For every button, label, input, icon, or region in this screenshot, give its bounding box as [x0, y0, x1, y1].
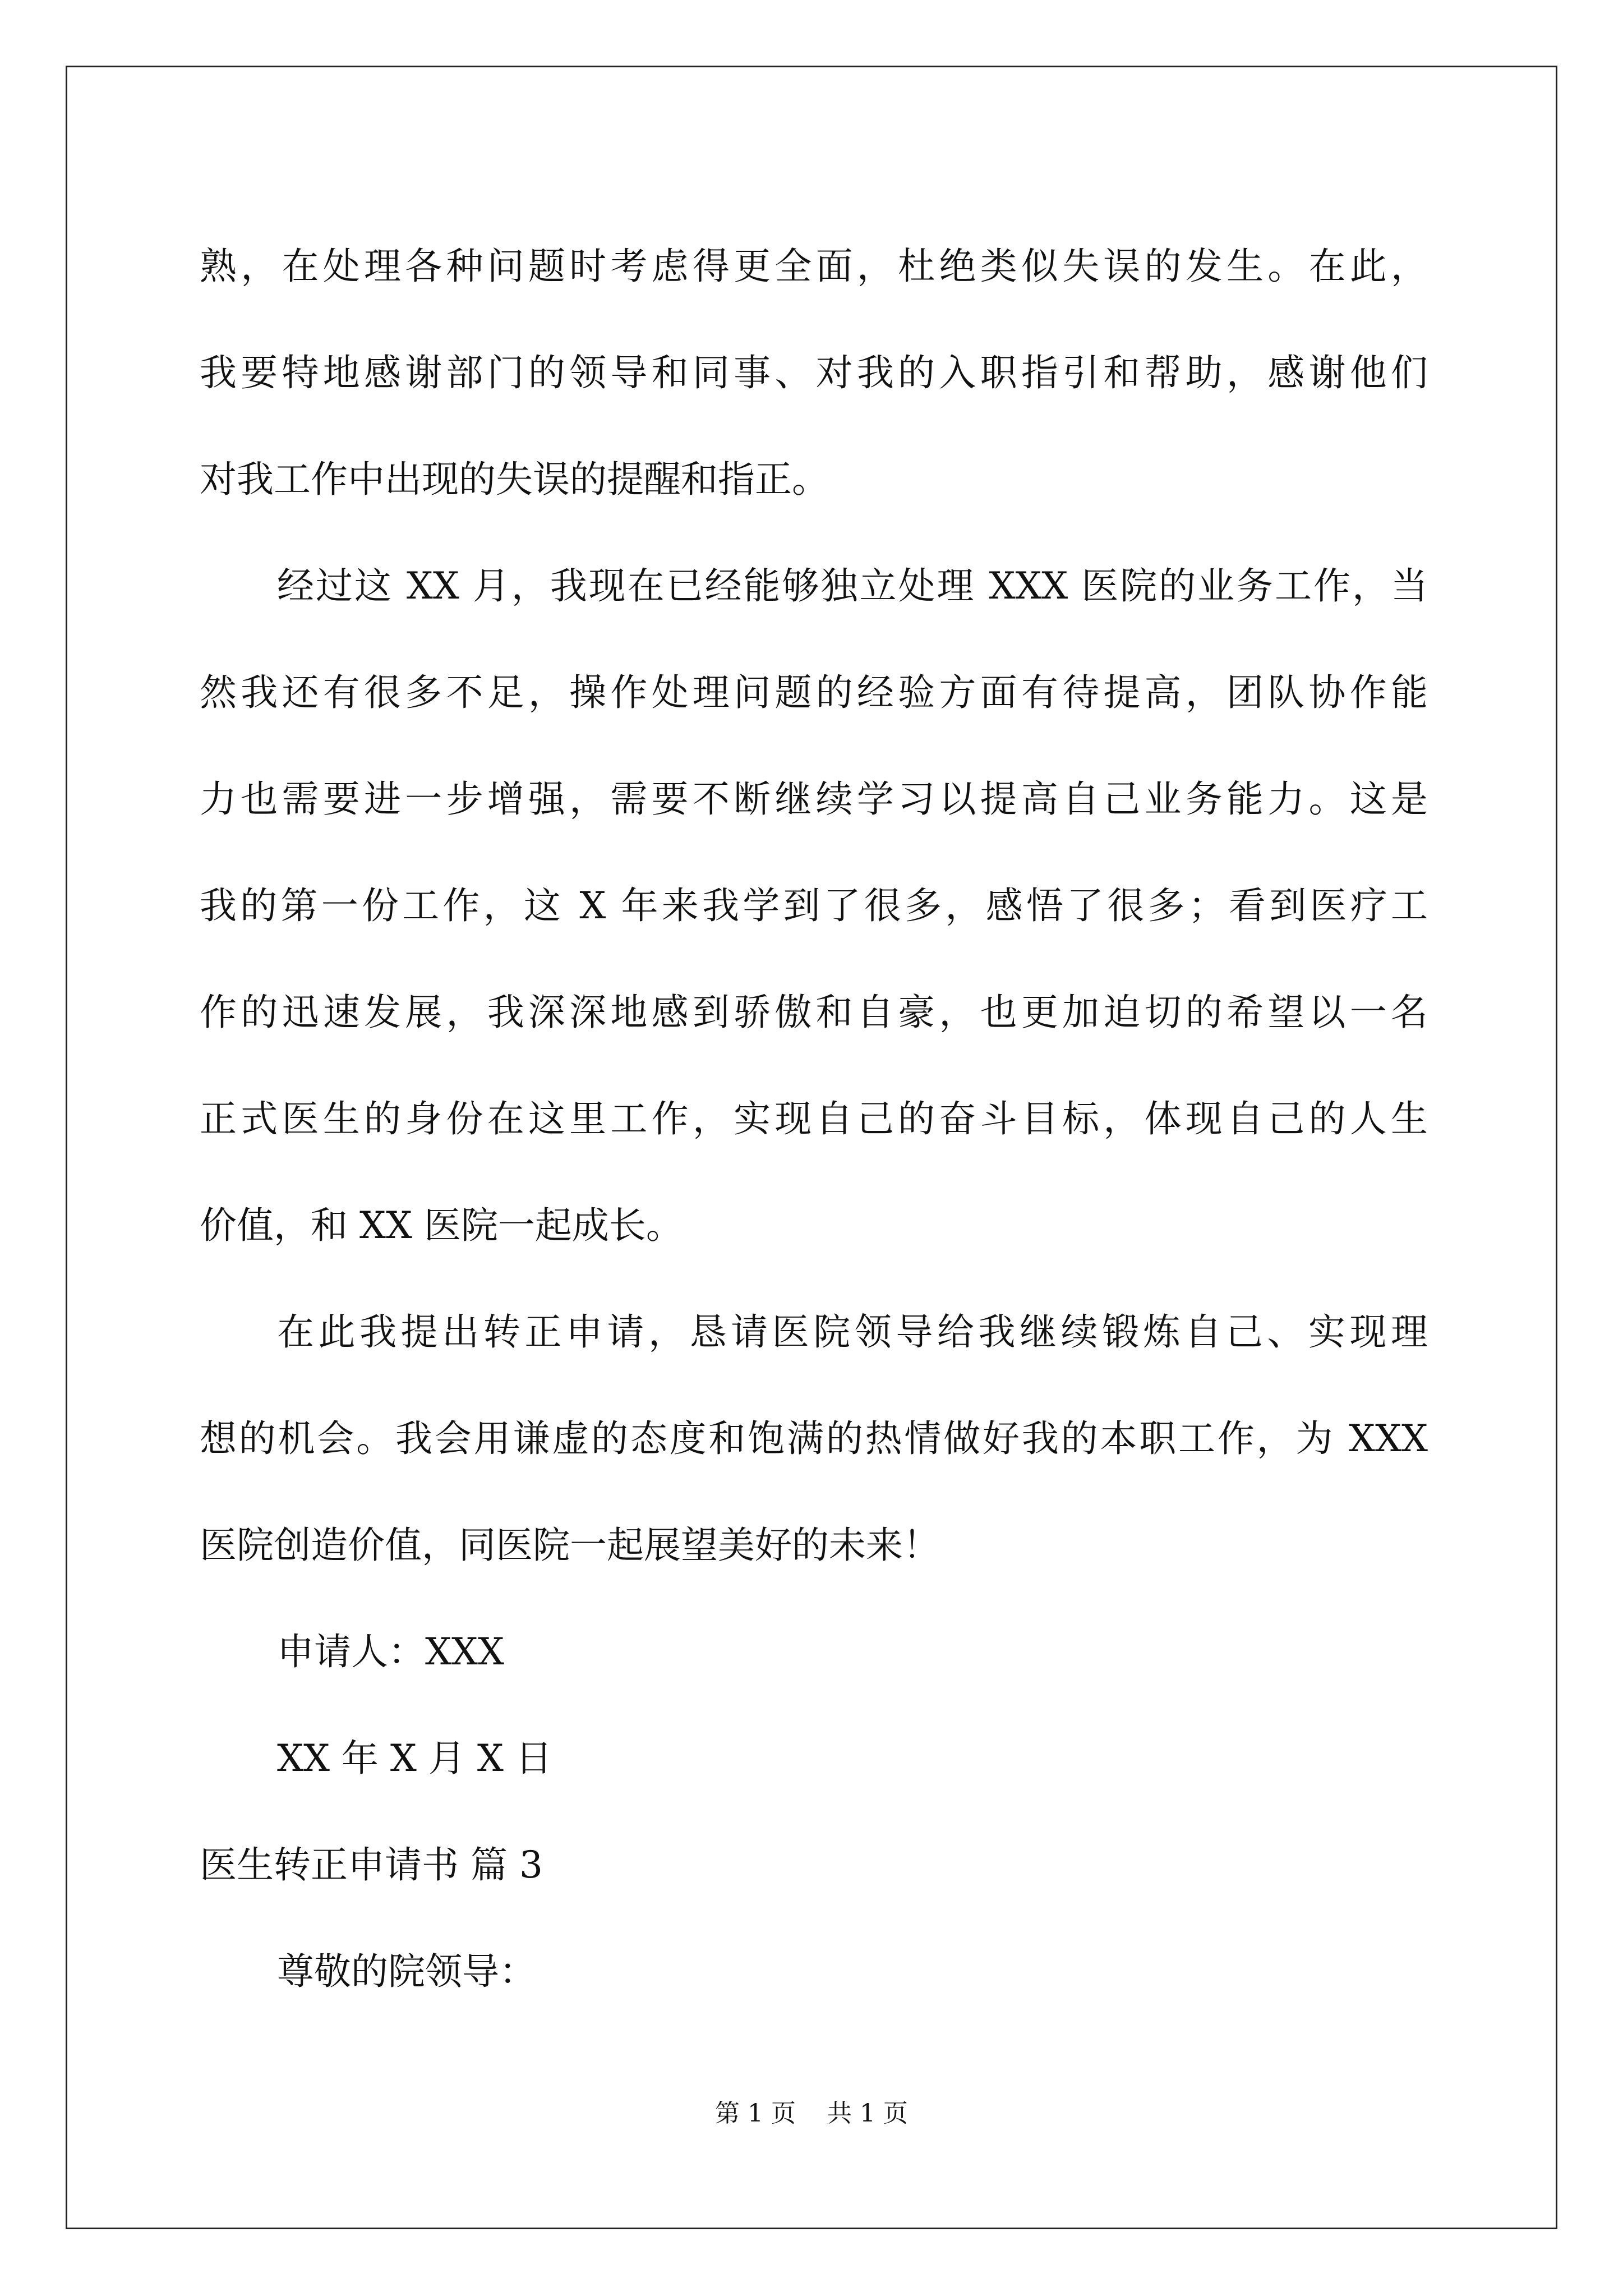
text-line: 作的迅速发展，我深深地感到骄傲和自豪，也更加迫切的希望以一名	[200, 991, 1428, 1034]
salutation: 尊敬的院领导：	[277, 1950, 536, 1993]
document-body	[200, 213, 1428, 2025]
application-date: XX 年 X 月 X 日	[277, 1737, 552, 1780]
text-line: 我要特地感谢部门的领导和同事、对我的入职指引和帮助，感谢他们	[200, 351, 1428, 394]
text-line: 我的第一份工作，这 X 年来我学到了很多，感悟了很多；看到医疗工	[200, 884, 1428, 927]
text-line: 熟，在处理各种问题时考虑得更全面，杜绝类似失误的发生。在此，	[200, 245, 1428, 288]
text-line: 在此我提出转正申请，恳请医院领导给我继续锻炼自己、实现理	[277, 1310, 1428, 1354]
paragraph-2	[200, 533, 1428, 1279]
text-line: 然我还有很多不足，操作处理问题的经验方面有待提高，团队协作能	[200, 671, 1428, 714]
paragraph-3	[200, 1279, 1428, 1599]
text-line: 正式医生的身份在这里工作，实现自己的奋斗目标，体现自己的人生	[200, 1097, 1428, 1140]
text-line: 医院创造价值，同医院一起展望美好的未来！	[200, 1524, 940, 1567]
text-line: 价值，和 XX 医院一起成长。	[200, 1204, 683, 1247]
paragraph-1	[200, 213, 1428, 533]
section-heading: 医生转正申请书 篇 3	[200, 1843, 543, 1887]
applicant-signature: 申请人：XXX	[277, 1630, 504, 1673]
text-line: 力也需要进一步增强，需要不断继续学习以提高自己业务能力。这是	[200, 777, 1428, 821]
text-line: 对我工作中出现的失误的提醒和指正。	[200, 458, 829, 501]
page-footer: 第 1 页 共 1 页	[715, 2099, 908, 2128]
text-line: 经过这 XX 月，我现在已经能够独立处理 XXX 医院的业务工作，当	[277, 564, 1428, 608]
text-line: 想的机会。我会用谦虚的态度和饱满的热情做好我的本职工作，为 XXX	[200, 1417, 1428, 1460]
